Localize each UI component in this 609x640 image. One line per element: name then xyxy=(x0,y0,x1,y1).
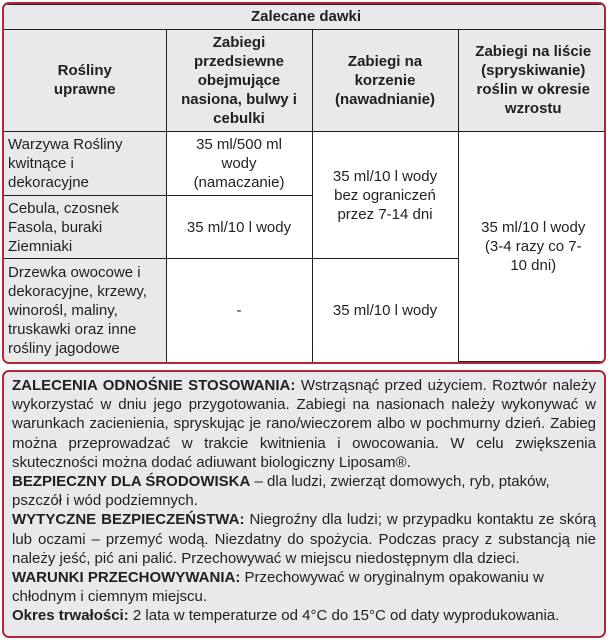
storage-label: WARUNKI PRZECHOWYWANIA: xyxy=(12,569,241,587)
usage-label: ZALECENIA ODNOŚNIE STOSOWANIA: xyxy=(12,377,296,394)
usage-text: Wstrząsnąć przed użyciem. Roztwór należy wykorzystać w dniu jego przygotowania. Zabiegi na nasionach należy wykonywać w warunkach zacienienia, spryskując je rano/wieczorem albo w pochmurny dzień. Zabieg można przeprowadzać w trakcie kwitnienia i owocowania. W celu zwiększenia skuteczności można dodać adiuwant biologiczny Liposam®. xyxy=(12,377,596,471)
seed-dose-cell: 35 ml/500 ml wody (namaczanie) xyxy=(166,132,312,196)
environment-paragraph xyxy=(12,472,596,510)
plants-cell: Drzewka owocowe i dekoracyjne, krzewy, winorośl, maliny, truskawki oraz inne rośliny jagodowe xyxy=(4,259,166,362)
header-root-treatment: Zabiegi na korzenie (nawadnianie) xyxy=(312,29,458,132)
storage-paragraph xyxy=(12,568,596,606)
usage-paragraph xyxy=(12,376,596,472)
header-leaf-treatment: Zabiegi na liście (spryskiwanie) roślin w okresie wzrostu xyxy=(458,29,606,132)
safety-text: Niegroźny dla ludzi; w przypadku kontaktu ze skórą lub oczami – przemyć wodą. Niezdatny do spożycia. Podczas pracy z substancją nie należy jeść, pić ani palić. Przechowywać w miejscu niedostępnym dla dzieci. xyxy=(12,511,596,567)
shelf-life-text: 2 lata w temperaturze od 4°C do 15°C od daty wyprodukowania. xyxy=(132,607,560,625)
header-seed-treatment: Zabiegi przedsiewne obejmujące nasiona, bulwy i cebulki xyxy=(166,29,312,132)
dosage-table xyxy=(4,4,606,362)
header-plants: Rośliny uprawne xyxy=(4,29,166,132)
environment-text: – dla ludzi, zwierząt domowych, ryb, ptaków, pszczół i wód podziemnych. xyxy=(12,473,550,510)
seed-dose-cell: 35 ml/10 l wody xyxy=(166,195,312,259)
storage-text: Przechowywać w oryginalnym opakowaniu w chłodnym i ciemnym miejscu. xyxy=(12,569,544,606)
root-dose-cell: 35 ml/10 l wody bez ograniczeń przez 7-14 dni xyxy=(312,132,458,259)
leaf-dose-cell: 35 ml/10 l wody (3-4 razy co 7-10 dni) xyxy=(458,132,606,362)
safety-paragraph xyxy=(12,510,596,568)
safety-label: WYTYCZNE BEZPIECZEŃSTWA: xyxy=(12,511,245,529)
seed-dose-cell: - xyxy=(166,259,312,362)
dosage-table-caption: Zalecane dawki xyxy=(4,5,606,30)
dosage-table-box xyxy=(2,2,606,364)
shelf-life-label: Okres trwałości: xyxy=(12,607,129,625)
shelf-life-paragraph xyxy=(12,606,596,625)
usage-info-box xyxy=(2,370,606,638)
plants-cell: Cebula, czosnek Fasola, buraki Ziemniaki xyxy=(4,195,166,259)
root-dose-cell: 35 ml/10 l wody xyxy=(312,259,458,362)
environment-label: BEZPIECZNY DLA ŚRODOWISKA xyxy=(12,473,251,491)
plants-cell: Warzywa Rośliny kwitnące i dekoracyjne xyxy=(4,132,166,196)
